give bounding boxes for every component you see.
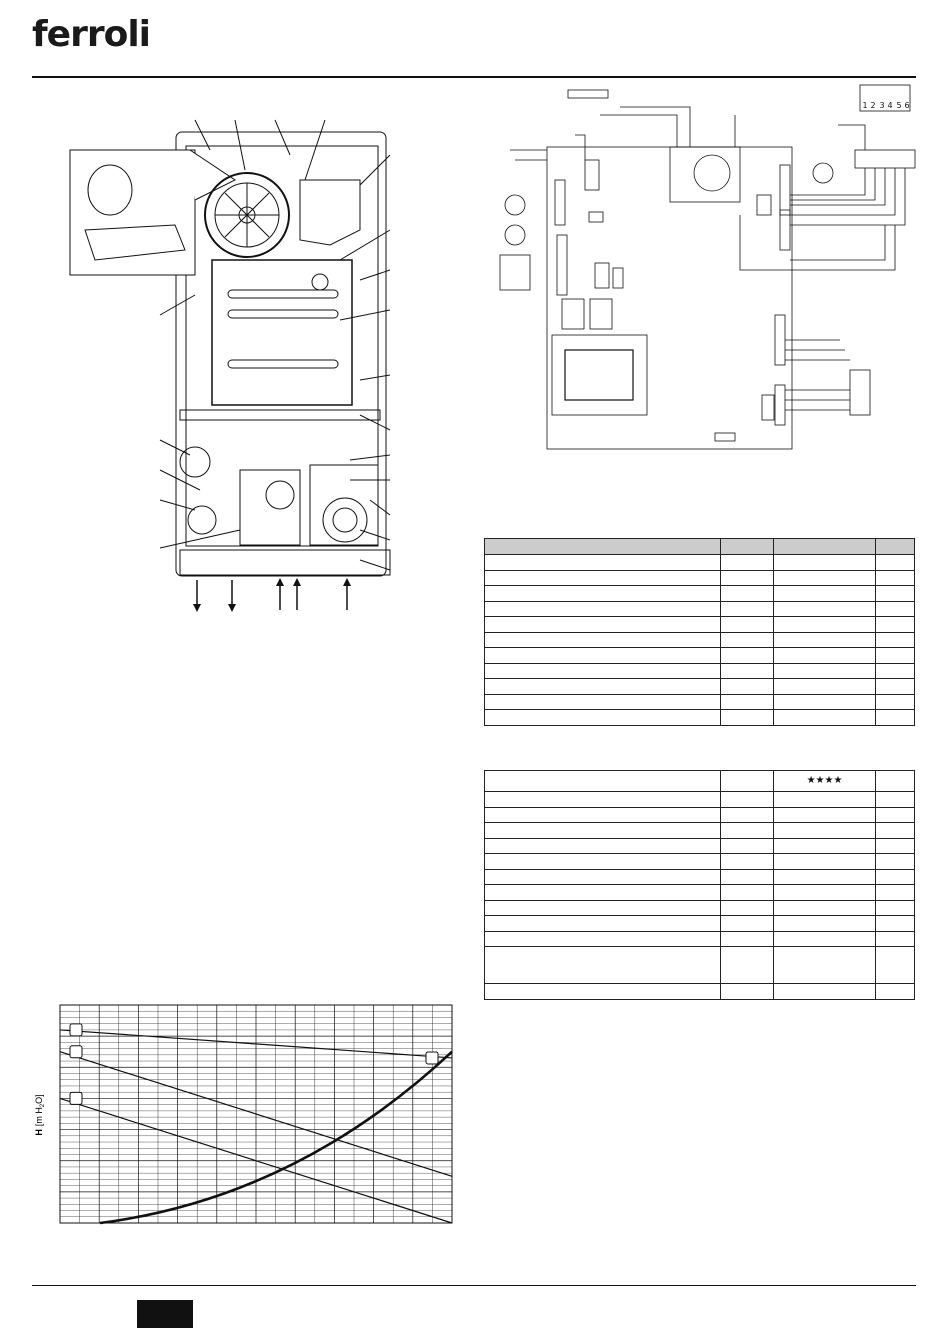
language-tab [137, 1300, 193, 1328]
pump-curve-chart [20, 995, 460, 1235]
table-row [485, 555, 915, 571]
table-row [485, 984, 915, 1000]
energy-stars: ★★★★ [774, 771, 876, 792]
table-row [485, 632, 915, 648]
table-header-row [485, 539, 915, 555]
table-row [485, 931, 915, 947]
terminal-label-5: 5 [896, 101, 902, 110]
terminal-label-2: 2 [870, 101, 876, 110]
y-axis-label: H[m $H_2O$] [34, 1094, 46, 1136]
table-row [485, 947, 915, 984]
wiring-schematic [490, 85, 920, 465]
table-row [485, 570, 915, 586]
table-row [485, 807, 915, 823]
table-row [485, 885, 915, 901]
terminal-label-4: 4 [887, 101, 893, 110]
terminal-label-1: 1 [862, 101, 868, 110]
curve-marker-1 [70, 1024, 82, 1036]
spec-table-2 [484, 770, 915, 1000]
table-row [485, 679, 915, 695]
table-row [485, 694, 915, 710]
table-row [485, 900, 915, 916]
terminal-label-3: 3 [879, 101, 885, 110]
table-row [485, 869, 915, 885]
table-row [485, 663, 915, 679]
curve-marker-4 [426, 1052, 438, 1064]
curve-marker-2 [70, 1046, 82, 1058]
table-row [485, 838, 915, 854]
terminal-label-6: 6 [904, 101, 910, 110]
brand-logo: ferroli [32, 14, 150, 55]
table-row [485, 916, 915, 932]
table-row [485, 648, 915, 664]
table-row [485, 854, 915, 870]
table-row [485, 771, 915, 792]
table-row [485, 617, 915, 633]
footer-rule [32, 1285, 916, 1286]
table-row [485, 792, 915, 808]
spec-table-1 [484, 538, 915, 726]
table-row [485, 823, 915, 839]
table-row [485, 586, 915, 602]
header-rule [32, 76, 916, 78]
boiler-drawing [60, 110, 420, 620]
series-line-4 [100, 1052, 452, 1223]
table-row [485, 601, 915, 617]
curve-marker-3 [70, 1092, 82, 1104]
table-row [485, 710, 915, 726]
